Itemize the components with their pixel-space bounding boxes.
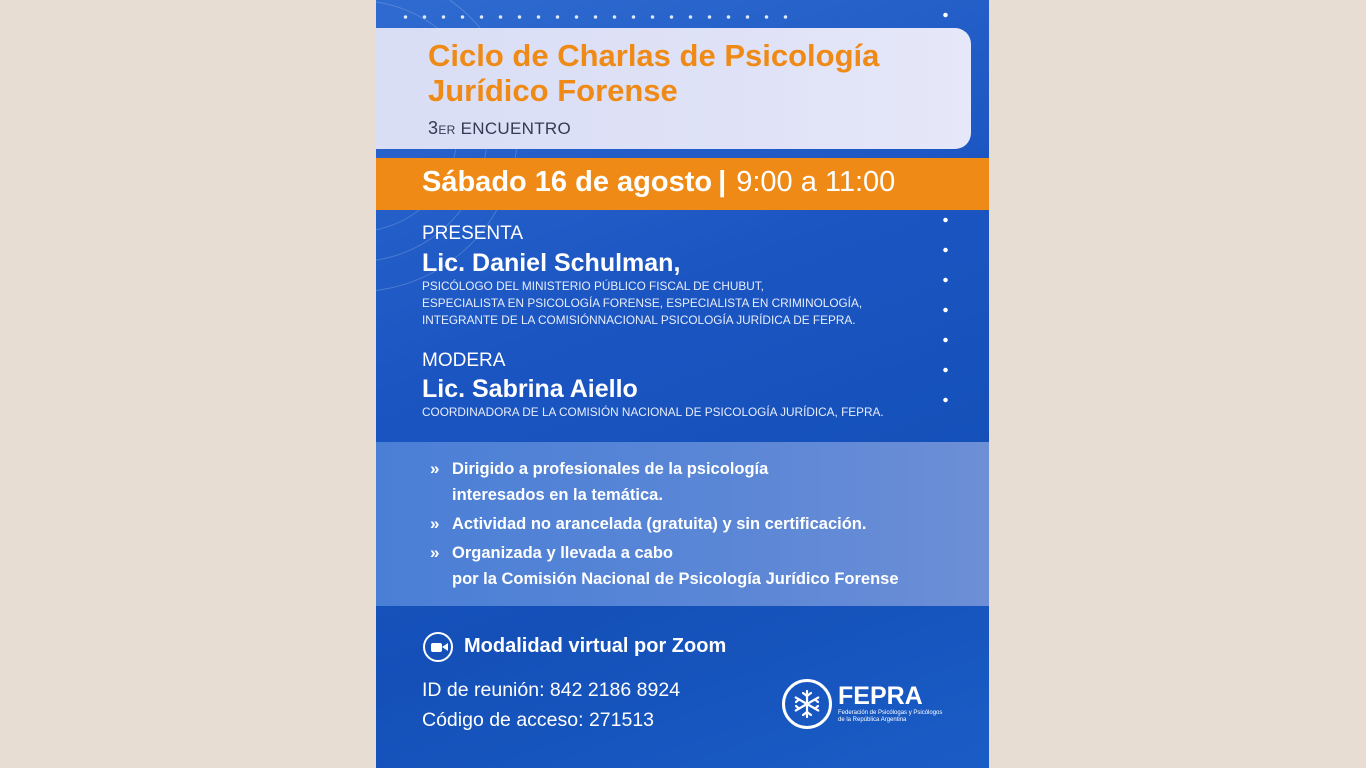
event-time: 9:00 a 11:00 — [736, 166, 896, 198]
info-item — [430, 511, 866, 537]
event-poster — [376, 0, 989, 768]
page-title — [428, 38, 968, 108]
presenter-desc-line: PSICÓLOGO DEL MINISTERIO PÚBLICO FISCAL DE CHUBUT, — [422, 279, 764, 293]
event-date: Sábado 16 de agosto — [422, 166, 713, 198]
org-full-name-line: de la República Argentina — [838, 717, 907, 723]
encounter-ordinal: ER — [438, 123, 456, 137]
meeting-id: ID de reunión: 842 2186 8924 — [422, 679, 681, 701]
presenter-description — [422, 278, 862, 329]
presenter-label: PRESENTA — [422, 223, 524, 244]
access-code: Código de acceso: 271513 — [422, 709, 655, 731]
org-name: FEPRA — [838, 682, 923, 710]
moderator-label: MODERA — [422, 350, 506, 371]
info-item — [430, 540, 899, 592]
moderator-name: Lic. Sabrina Aiello — [422, 375, 638, 403]
event-date-time — [422, 166, 895, 199]
chevron-double-right-icon: » — [430, 543, 440, 562]
info-item-line: Actividad no arancelada (gratuita) y sin certificación. — [452, 515, 867, 533]
chevron-double-right-icon: » — [430, 459, 440, 478]
info-item-line: interesados en la temática. — [452, 486, 663, 504]
info-item — [430, 456, 768, 508]
zoom-camera-icon — [423, 632, 453, 662]
info-item-line: Organizada y llevada a cabo — [452, 544, 674, 562]
encounter-number: 3 — [428, 118, 439, 138]
title-box — [376, 28, 971, 149]
org-full-name-line: Federación de Psicólogas y Psicólogos — [838, 710, 943, 716]
date-separator: | — [718, 166, 727, 198]
info-item-line: por la Comisión Nacional de Psicología Jurídico Forense — [452, 570, 899, 588]
title-line-1: Ciclo de Charlas de Psicología — [428, 38, 880, 73]
title-line-2: Jurídico Forense — [428, 73, 678, 108]
presenter-desc-line: INTEGRANTE DE LA COMISIÓNNACIONAL PSICOLOGÍA JURÍDICA DE FEPRA. — [422, 313, 856, 327]
info-box — [376, 442, 989, 606]
presenter-desc-line: ESPECIALISTA EN PSICOLOGÍA FORENSE, ESPECIALISTA EN CRIMINOLOGÍA, — [422, 296, 863, 310]
date-bar — [376, 158, 989, 210]
decorative-dots-top — [396, 14, 796, 20]
chevron-double-right-icon: » — [430, 514, 440, 533]
encounter-text: ENCUENTRO — [460, 119, 571, 138]
moderator-description: COORDINADORA DE LA COMISIÓN NACIONAL DE PSICOLOGÍA JURÍDICA, FEPRA. — [422, 405, 884, 419]
info-item-line: Dirigido a profesionales de la psicología — [452, 460, 769, 478]
modality-text: Modalidad virtual por Zoom — [464, 635, 727, 657]
fepra-logo-icon — [782, 679, 832, 729]
encounter-label — [428, 118, 571, 139]
decorative-dots-right-middle — [928, 205, 968, 415]
presenter-name: Lic. Daniel Schulman, — [422, 249, 681, 277]
org-full-name — [838, 710, 958, 724]
